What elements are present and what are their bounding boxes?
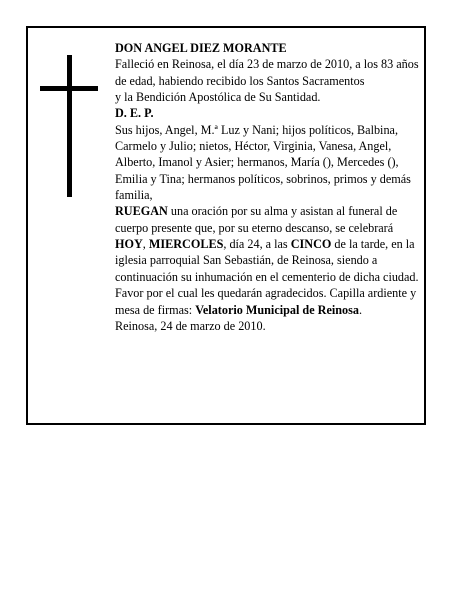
cross-icon [40, 55, 98, 197]
cinco-word: CINCO [290, 237, 332, 252]
notice-text [115, 40, 425, 334]
request-text-1: una oración por su alma y asistan al funeral de cuerpo presente que, por su eterno descanso, se celebrará [115, 204, 398, 235]
place-date: Reinosa, 24 de marzo de 2010. [115, 318, 266, 333]
obituary-notice [26, 26, 426, 425]
rip-label: D. E. P. [115, 106, 154, 121]
cross-vertical-bar [67, 55, 72, 197]
request-text-4: de la tarde, en la iglesia parroquial San Sebastián, de Reinosa, siendo a continuación su inhumación en el cementerio de dicha ciudad. Favor por el cual les quedarán agradecidos. Capilla ardiente y mesa de firmas: [115, 237, 419, 317]
request-text-5: . [358, 302, 363, 317]
deceased-name: DON ANGEL DIEZ MORANTE [115, 41, 287, 55]
blessing-statement: y la Bendición Apostólica de Su Santidad. [115, 90, 321, 105]
velatorio-name: Velatorio Municipal de Reinosa [195, 302, 359, 317]
ruegan-word: RUEGAN [115, 204, 168, 219]
request-text-2: , [142, 237, 149, 252]
death-statement: Falleció en Reinosa, el día 23 de marzo de 2010, a los 83 años de edad, habiendo recibido los Santos Sacramentos [115, 57, 419, 88]
funeral-request [115, 203, 425, 317]
hoy-word: HOY [115, 237, 143, 252]
miercoles-word: MIERCOLES [148, 237, 224, 252]
request-text-3: , día 24, a las [223, 237, 291, 252]
cross-horizontal-bar [40, 86, 98, 91]
family-list: Sus hijos, Angel, M.ª Luz y Nani; hijos políticos, Balbina, Carmelo y Julio; nietos, Héctor, Virginia, Vanesa, Angel, Alberto, Imanol y Asier; hermanos, María (), Mercedes (), Emilia y Tina; hermanos políticos, sobrinos, primos y demás familia, [115, 122, 411, 203]
